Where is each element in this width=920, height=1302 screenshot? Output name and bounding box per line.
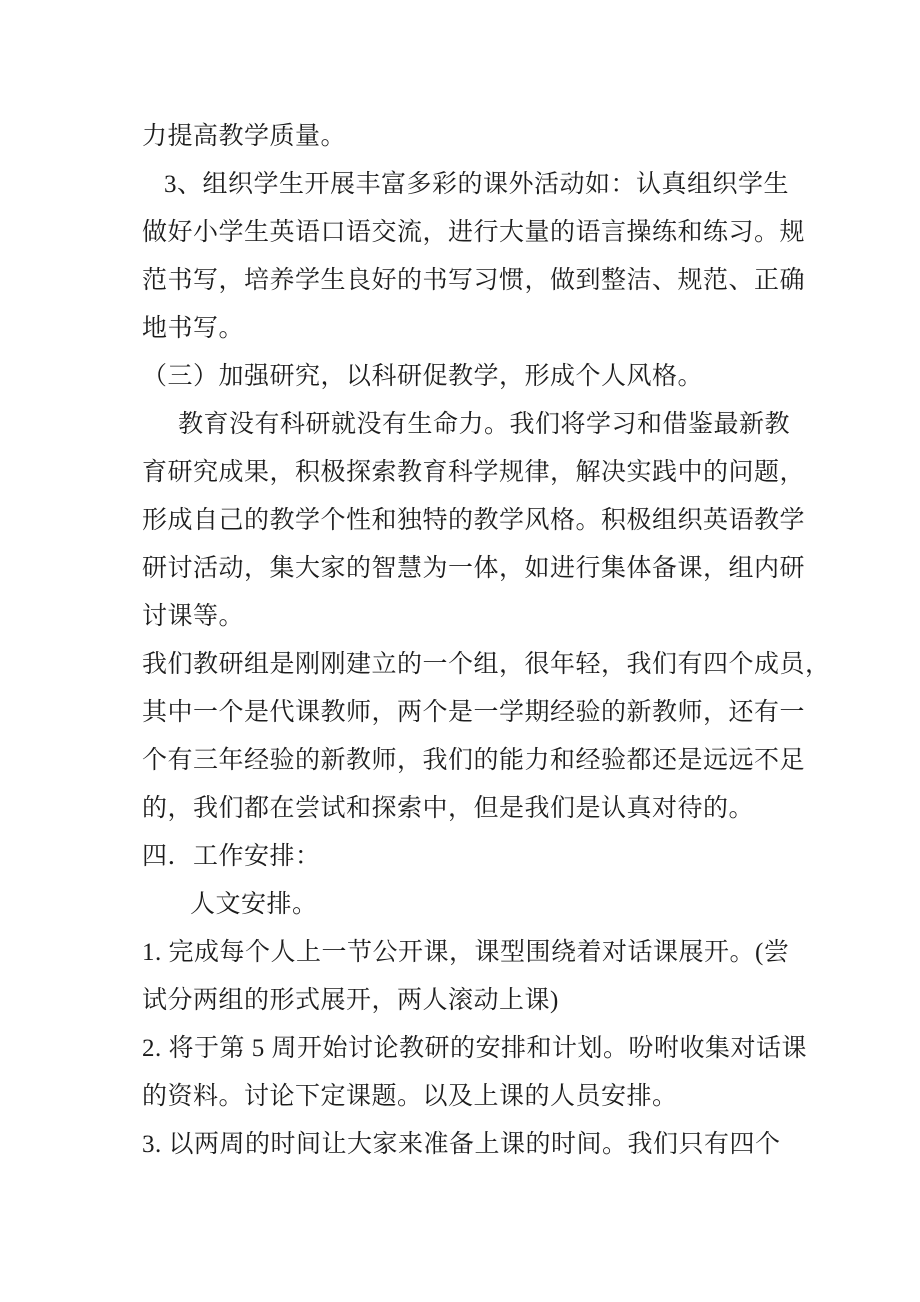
text-line: 我们教研组是刚刚建立的一个组，很年轻，我们有四个成员，: [142, 651, 831, 678]
text-line: 3、组织学生开展丰富多彩的课外活动如：认真组织学生: [164, 171, 790, 198]
text-line: 个有三年经验的新教师，我们的能力和经验都还是远远不足: [142, 747, 806, 774]
text-line: （三）加强研究，以科研促教学，形成个人风格。: [142, 363, 704, 390]
text-line: 力提高教学质量。: [142, 123, 347, 150]
text-line: 范书写，培养学生良好的书写习惯，做到整洁、规范、正确: [142, 267, 806, 294]
text-line: 育研究成果，积极探索教育科学规律，解决实践中的问题，: [142, 459, 806, 486]
text-line: 研讨活动，集大家的智慧为一体，如进行集体备课，组内研: [142, 555, 806, 582]
text-line: 2. 将于第 5 周开始讨论教研的安排和计划。吩咐收集对话课: [142, 1035, 808, 1062]
text-line: 教育没有科研就没有生命力。我们将学习和借鉴最新教: [178, 411, 791, 438]
text-line: 的资料。讨论下定课题。以及上课的人员安排。: [142, 1083, 678, 1110]
text-line: 其中一个是代课教师，两个是一学期经验的新教师，还有一: [142, 699, 806, 726]
text-line: 四．工作安排：: [142, 843, 321, 870]
text-line: 的，我们都在尝试和探索中，但是我们是认真对待的。: [142, 795, 755, 822]
text-line: 3. 以两周的时间让大家来准备上课的时间。我们只有四个: [142, 1131, 781, 1158]
text-line: 讨课等。: [142, 603, 245, 630]
document-text-block: [142, 113, 831, 1169]
text-line: 试分两组的形式展开，两人滚动上课): [142, 987, 559, 1014]
text-line: 地书写。: [142, 315, 245, 342]
text-line: 1. 完成每个人上一节公开课，课型围绕着对话课展开。(尝: [142, 939, 790, 966]
text-line: 人文安排。: [190, 891, 318, 918]
text-line: 形成自己的教学个性和独特的教学风格。积极组织英语教学: [142, 507, 806, 534]
text-line: 做好小学生英语口语交流，进行大量的语言操练和练习。规: [142, 219, 806, 246]
